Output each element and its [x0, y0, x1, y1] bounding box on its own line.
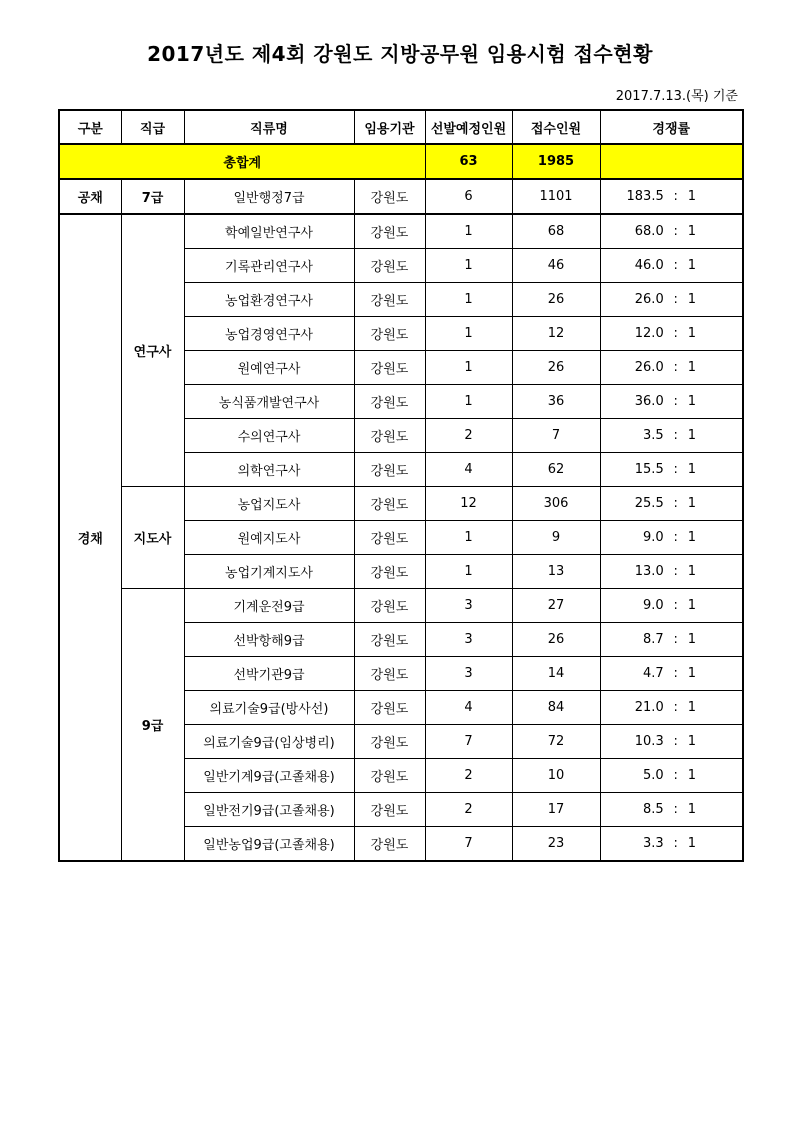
- page-title: 2017년도 제4회 강원도 지방공무원 임용시험 접수현황: [147, 42, 653, 66]
- ratio-value: 21.0: [634, 700, 664, 715]
- ratio-cell: [600, 793, 743, 827]
- job-name-cell: 농식품개발연구사: [184, 385, 354, 419]
- agency-cell: 강원도: [354, 283, 425, 317]
- applicants-cell: 306: [512, 487, 600, 521]
- table-header-row: [59, 110, 743, 144]
- planned-cell: 2: [425, 419, 512, 453]
- ratio-separator: :: [673, 224, 678, 239]
- ratio-cell: [600, 827, 743, 862]
- applicants-cell: 1101: [512, 179, 600, 214]
- header-cell: 직급: [121, 110, 184, 144]
- planned-cell: 3: [425, 589, 512, 623]
- applicants-cell: 14: [512, 657, 600, 691]
- job-name-cell: 의료기술9급(임상병리): [184, 725, 354, 759]
- ratio-cell: [600, 555, 743, 589]
- planned-cell: 12: [425, 487, 512, 521]
- planned-cell: 2: [425, 793, 512, 827]
- applicants-cell: 13: [512, 555, 600, 589]
- table-row: [59, 487, 743, 521]
- planned-cell: 3: [425, 623, 512, 657]
- job-name-cell: 일반기계9급(고졸채용): [184, 759, 354, 793]
- job-name-cell: 학예일반연구사: [184, 214, 354, 249]
- total-applicants: 1985: [512, 144, 600, 179]
- planned-cell: 1: [425, 317, 512, 351]
- agency-cell: 강원도: [354, 317, 425, 351]
- reference-date: 2017.7.13.(목) 기준: [615, 89, 738, 104]
- ratio-cell: [600, 351, 743, 385]
- job-name-cell: 기계운전9급: [184, 589, 354, 623]
- applicants-cell: 36: [512, 385, 600, 419]
- agency-cell: 강원도: [354, 487, 425, 521]
- ratio-value: 4.7: [643, 666, 664, 681]
- planned-cell: 1: [425, 214, 512, 249]
- ratio-separator: :: [673, 292, 678, 307]
- ratio-separator: :: [673, 802, 678, 817]
- ratio-separator: :: [673, 598, 678, 613]
- job-name-cell: 일반전기9급(고졸채용): [184, 793, 354, 827]
- planned-cell: 4: [425, 691, 512, 725]
- category-cell: 경채: [59, 214, 121, 861]
- ratio-cell: [600, 487, 743, 521]
- job-name-cell: 일반농업9급(고졸채용): [184, 827, 354, 862]
- ratio-value: 46.0: [634, 258, 664, 273]
- ratio-value: 3.3: [643, 836, 664, 851]
- agency-cell: 강원도: [354, 691, 425, 725]
- agency-cell: 강원도: [354, 827, 425, 862]
- ratio-separator: :: [673, 564, 678, 579]
- table-row: [59, 179, 743, 214]
- ratio-value: 9.0: [643, 598, 664, 613]
- total-row: [59, 144, 743, 179]
- ratio-value: 68.0: [634, 224, 664, 239]
- job-name-cell: 농업환경연구사: [184, 283, 354, 317]
- applicants-cell: 12: [512, 317, 600, 351]
- ratio-base: 1: [687, 632, 696, 647]
- agency-cell: 강원도: [354, 759, 425, 793]
- ratio-base: 1: [687, 700, 696, 715]
- ratio-separator: :: [673, 394, 678, 409]
- ratio-value: 8.7: [643, 632, 664, 647]
- ratio-base: 1: [687, 189, 696, 204]
- application-status-table: [58, 109, 744, 862]
- ratio-cell: [600, 725, 743, 759]
- ratio-separator: :: [673, 836, 678, 851]
- agency-cell: 강원도: [354, 351, 425, 385]
- applicants-cell: 84: [512, 691, 600, 725]
- applicants-cell: 10: [512, 759, 600, 793]
- ratio-separator: :: [673, 632, 678, 647]
- agency-cell: 강원도: [354, 521, 425, 555]
- ratio-cell: [600, 214, 743, 249]
- ratio-value: 26.0: [634, 360, 664, 375]
- agency-cell: 강원도: [354, 385, 425, 419]
- table-row: [59, 589, 743, 623]
- ratio-base: 1: [687, 802, 696, 817]
- agency-cell: 강원도: [354, 725, 425, 759]
- planned-cell: 1: [425, 385, 512, 419]
- applicants-cell: 62: [512, 453, 600, 487]
- ratio-value: 13.0: [634, 564, 664, 579]
- job-name-cell: 원예지도사: [184, 521, 354, 555]
- ratio-cell: [600, 657, 743, 691]
- ratio-separator: :: [673, 462, 678, 477]
- agency-cell: 강원도: [354, 419, 425, 453]
- planned-cell: 1: [425, 249, 512, 283]
- ratio-cell: [600, 179, 743, 214]
- ratio-value: 183.5: [626, 189, 664, 204]
- agency-cell: 강원도: [354, 179, 425, 214]
- ratio-separator: :: [673, 189, 678, 204]
- grade-cell: 지도사: [121, 487, 184, 589]
- ratio-value: 15.5: [634, 462, 664, 477]
- total-ratio: [600, 144, 743, 179]
- header-cell: 접수인원: [512, 110, 600, 144]
- grade-cell: 9급: [121, 589, 184, 862]
- job-name-cell: 농업기계지도사: [184, 555, 354, 589]
- agency-cell: 강원도: [354, 589, 425, 623]
- applicants-cell: 72: [512, 725, 600, 759]
- ratio-separator: :: [673, 734, 678, 749]
- ratio-base: 1: [687, 258, 696, 273]
- header-cell: 선발예정인원: [425, 110, 512, 144]
- ratio-base: 1: [687, 768, 696, 783]
- ratio-cell: [600, 249, 743, 283]
- ratio-value: 12.0: [634, 326, 664, 341]
- ratio-separator: :: [673, 530, 678, 545]
- table-row: [59, 214, 743, 249]
- header-cell: 구분: [59, 110, 121, 144]
- total-label: 총합계: [59, 144, 425, 179]
- planned-cell: 1: [425, 351, 512, 385]
- applicants-cell: 17: [512, 793, 600, 827]
- ratio-base: 1: [687, 462, 696, 477]
- ratio-cell: [600, 521, 743, 555]
- agency-cell: 강원도: [354, 453, 425, 487]
- ratio-separator: :: [673, 666, 678, 681]
- planned-cell: 1: [425, 521, 512, 555]
- planned-cell: 2: [425, 759, 512, 793]
- planned-cell: 3: [425, 657, 512, 691]
- job-name-cell: 농업지도사: [184, 487, 354, 521]
- ratio-separator: :: [673, 360, 678, 375]
- applicants-cell: 7: [512, 419, 600, 453]
- ratio-cell: [600, 453, 743, 487]
- ratio-base: 1: [687, 326, 696, 341]
- ratio-cell: [600, 623, 743, 657]
- ratio-separator: :: [673, 258, 678, 273]
- ratio-base: 1: [687, 292, 696, 307]
- ratio-value: 25.5: [634, 496, 664, 511]
- agency-cell: 강원도: [354, 249, 425, 283]
- job-name-cell: 원예연구사: [184, 351, 354, 385]
- ratio-value: 3.5: [643, 428, 664, 443]
- applicants-cell: 9: [512, 521, 600, 555]
- ratio-separator: :: [673, 768, 678, 783]
- planned-cell: 4: [425, 453, 512, 487]
- job-name-cell: 농업경영연구사: [184, 317, 354, 351]
- applicants-cell: 27: [512, 589, 600, 623]
- job-name-cell: 기록관리연구사: [184, 249, 354, 283]
- header-cell: 직류명: [184, 110, 354, 144]
- ratio-cell: [600, 691, 743, 725]
- ratio-separator: :: [673, 700, 678, 715]
- grade-cell: 연구사: [121, 214, 184, 487]
- ratio-cell: [600, 589, 743, 623]
- job-name-cell: 의학연구사: [184, 453, 354, 487]
- ratio-value: 26.0: [634, 292, 664, 307]
- ratio-separator: :: [673, 428, 678, 443]
- job-name-cell: 선박항해9급: [184, 623, 354, 657]
- job-name-cell: 일반행정7급: [184, 179, 354, 214]
- ratio-cell: [600, 385, 743, 419]
- grade-cell: 7급: [121, 179, 184, 214]
- ratio-base: 1: [687, 734, 696, 749]
- applicants-cell: 26: [512, 351, 600, 385]
- ratio-base: 1: [687, 598, 696, 613]
- ratio-base: 1: [687, 224, 696, 239]
- ratio-value: 36.0: [634, 394, 664, 409]
- ratio-base: 1: [687, 360, 696, 375]
- ratio-base: 1: [687, 564, 696, 579]
- ratio-value: 5.0: [643, 768, 664, 783]
- ratio-cell: [600, 283, 743, 317]
- category-cell: 공채: [59, 179, 121, 214]
- planned-cell: 7: [425, 725, 512, 759]
- ratio-cell: [600, 419, 743, 453]
- agency-cell: 강원도: [354, 623, 425, 657]
- planned-cell: 1: [425, 283, 512, 317]
- ratio-cell: [600, 759, 743, 793]
- header-cell: 임용기관: [354, 110, 425, 144]
- planned-cell: 1: [425, 555, 512, 589]
- ratio-value: 10.3: [634, 734, 664, 749]
- job-name-cell: 수의연구사: [184, 419, 354, 453]
- agency-cell: 강원도: [354, 657, 425, 691]
- applicants-cell: 46: [512, 249, 600, 283]
- header-cell: 경쟁률: [600, 110, 743, 144]
- agency-cell: 강원도: [354, 793, 425, 827]
- ratio-base: 1: [687, 394, 696, 409]
- applicants-cell: 68: [512, 214, 600, 249]
- job-name-cell: 선박기관9급: [184, 657, 354, 691]
- applicants-cell: 26: [512, 623, 600, 657]
- ratio-base: 1: [687, 836, 696, 851]
- job-name-cell: 의료기술9급(방사선): [184, 691, 354, 725]
- ratio-value: 9.0: [643, 530, 664, 545]
- planned-cell: 7: [425, 827, 512, 862]
- ratio-value: 8.5: [643, 802, 664, 817]
- agency-cell: 강원도: [354, 555, 425, 589]
- ratio-base: 1: [687, 666, 696, 681]
- total-planned: 63: [425, 144, 512, 179]
- applicants-cell: 26: [512, 283, 600, 317]
- ratio-base: 1: [687, 496, 696, 511]
- ratio-base: 1: [687, 428, 696, 443]
- ratio-cell: [600, 317, 743, 351]
- ratio-separator: :: [673, 496, 678, 511]
- applicants-cell: 23: [512, 827, 600, 862]
- ratio-separator: :: [673, 326, 678, 341]
- planned-cell: 6: [425, 179, 512, 214]
- ratio-base: 1: [687, 530, 696, 545]
- agency-cell: 강원도: [354, 214, 425, 249]
